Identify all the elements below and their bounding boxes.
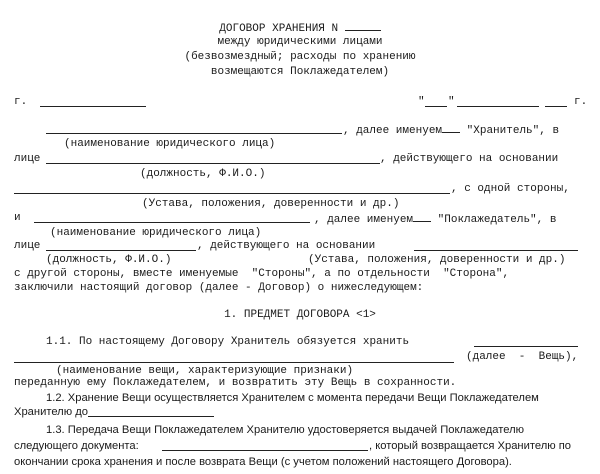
custodian-person-blank (46, 163, 380, 164)
clause-1-2-date-blank (88, 416, 214, 417)
intro-line2: заключили настоящий договор (далее - Договор) о нижеследующем: (14, 282, 424, 294)
clause-1-1-end: переданную ему Поклажедателем, и возвратить эту Вещь в сохранности. (14, 377, 457, 389)
clause-1-1-start: 1.1. По настоящему Договору Хранитель обязуется хранить (46, 336, 410, 348)
custodian-name-caption: (наименование юридического лица) (64, 138, 276, 150)
date-quote-open: " (418, 96, 425, 108)
clause-1-1-caption: (наименование вещи, характеризующие признаки) (56, 365, 354, 377)
custodian-position-caption: (должность, Ф.И.О.) (140, 168, 266, 180)
clause-1-3-document-blank (162, 450, 368, 451)
depositor-basis-caption: (Устава, положения, доверенности и др.) (308, 254, 566, 266)
clause-1-2-line1: 1.2. Хранение Вещи осуществляется Хранителем с момента передачи Вещи Поклажедателем (46, 392, 539, 404)
contract-subtitle: между юридическими лицами (217, 36, 383, 48)
city-label: г. (14, 96, 28, 108)
custodian-person-label: лице (14, 153, 41, 165)
month-blank (457, 106, 539, 107)
year-blank (545, 106, 567, 107)
clause-1-3-line2b: , который возвращается Хранителю по (369, 440, 572, 452)
clause-1-1-blank-a (474, 346, 578, 347)
clause-1-1-thing: (далее - Вещь), (466, 351, 579, 363)
custodian-acting-text: , действующего на основании (380, 153, 559, 165)
depositor-person-blank (46, 250, 196, 251)
city-blank (40, 106, 146, 107)
depositor-position-caption: (должность, Ф.И.О.) (46, 254, 172, 266)
depositor-acting-text: , действующего на основании (197, 240, 376, 252)
custodian-one-side: , с одной стороны, (451, 183, 570, 195)
intro-line1: с другой стороны, вместе именуемые "Стороны", а по отдельности "Сторона", (14, 268, 510, 280)
depositor-and-label: и (14, 212, 21, 224)
section1-heading: 1. ПРЕДМЕТ ДОГОВОРА <1> (224, 309, 376, 321)
depositor-named-text: , далее именуем "Поклажедатель", в (314, 214, 557, 226)
custodian-basis-blank (14, 193, 450, 194)
contract-note-line2: возмещаются Поклажедателем) (210, 66, 390, 78)
custodian-named-text: , далее именуем "Хранитель", в (343, 125, 560, 137)
clause-1-2-line2: Хранителю до (14, 406, 88, 418)
contract-title: ДОГОВОР ХРАНЕНИЯ N (0, 21, 600, 36)
clause-1-1-blank-b (14, 362, 454, 363)
clause-1-3-line1: 1.3. Передача Вещи Поклажедателем Хранителю удостоверяется выдачей Поклажедателю (46, 424, 524, 436)
depositor-name-blank (34, 222, 310, 223)
custodian-basis-caption: (Устава, положения, доверенности и др.) (142, 198, 400, 210)
custodian-name-blank (46, 133, 342, 134)
contract-number-blank (345, 21, 381, 31)
clause-1-3-line2a: следующего документа: (14, 440, 139, 452)
clause-1-3-line3: окончании срока хранения и после возврата Вещи (с учетом положений настоящего Договора). (14, 456, 512, 468)
depositor-basis-blank (414, 250, 578, 251)
contract-note-line1: (безвозмездный; расходы по хранению (184, 51, 416, 63)
depositor-name-caption: (наименование юридического лица) (50, 227, 262, 239)
day-blank (425, 106, 447, 107)
year-suffix: г. (574, 96, 588, 108)
depositor-person-label: лице (14, 240, 41, 252)
date-quote-close: " (448, 96, 455, 108)
